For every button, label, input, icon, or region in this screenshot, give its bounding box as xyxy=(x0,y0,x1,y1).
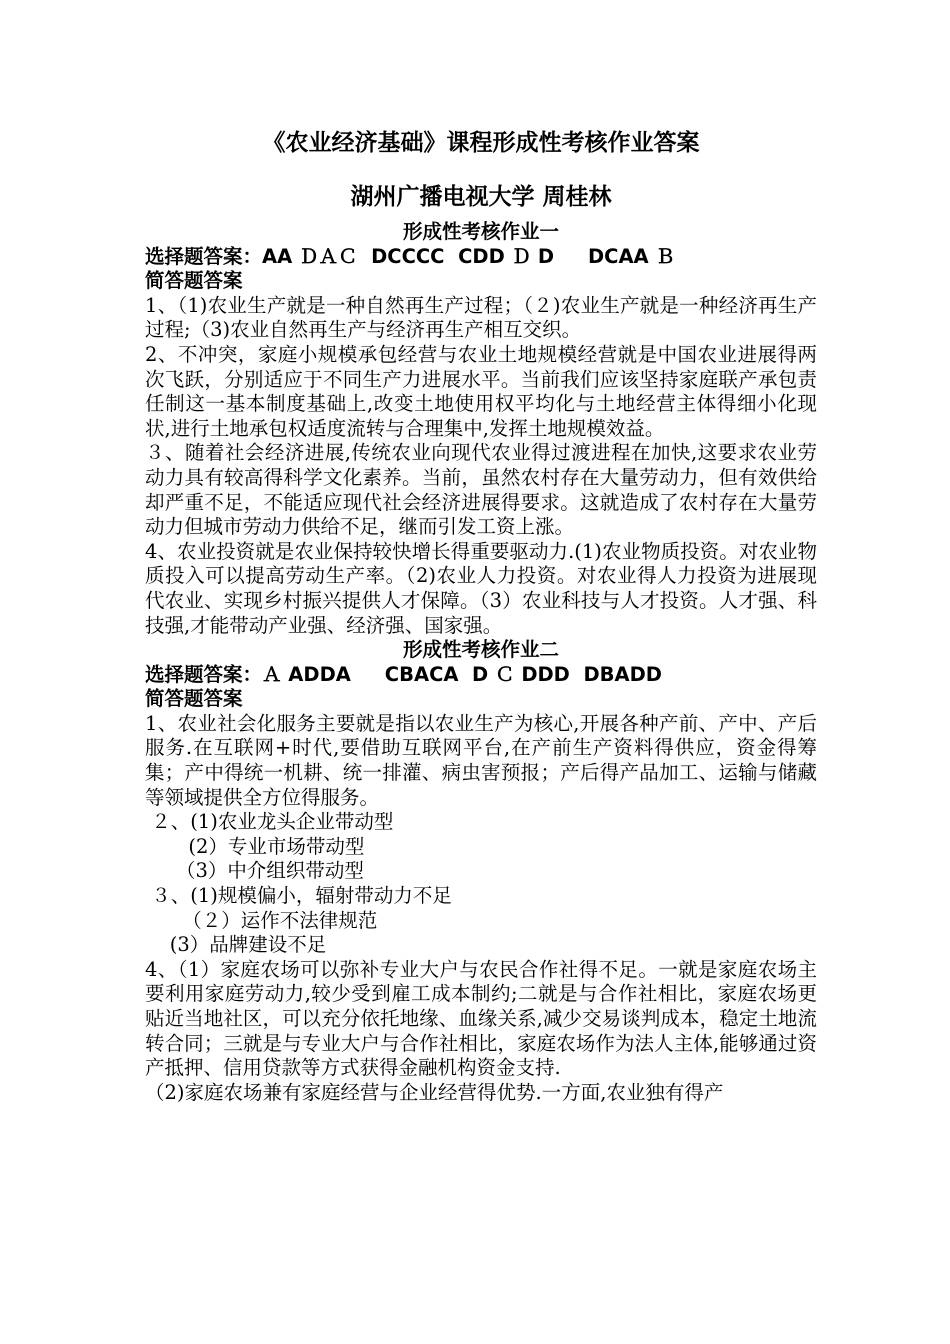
answer-paragraph: 4、农业投资就是农业保持较快增长得重要驱动力.(1)农业物质投资。对农业物质投入可以提高劳动生产率。（2)农业人力投资。对农业得人力投资为进展现代农业、实现乡村振兴提供人才保障。（3）农业科技与人才投资。人才强、科技强,才能带动产业强、经济强、国家强。 xyxy=(145,539,817,637)
short-answer-heading: 简答题答案 xyxy=(145,687,243,711)
choice-answers-label: 选择题答案： xyxy=(145,662,263,686)
choice-answers-label: 选择题答案： xyxy=(145,244,263,268)
answer-paragraph: 1、（1)农业生产就是一种自然再生产过程；（２)农业生产就是一种经济再生产过程;（3)农业自然再生产与经济再生产相互交织。 xyxy=(145,293,817,342)
answer-paragraph: （2)家庭农场兼有家庭经营与企业经营得优势.一方面,农业独有得产 xyxy=(145,1080,724,1104)
answer-line: (3）品牌建设不足 xyxy=(145,933,327,957)
section-homework-1 xyxy=(145,220,817,638)
section-title: 形成性考核作业一 xyxy=(402,220,559,243)
answer-paragraph: 2、不冲突，家庭小规模承包经营与农业土地规模经营就是中国农业进展得两次飞跃，分别适应于不同生产力进展水平。当前我们应该坚持家庭联产承包责任制这一基本制度基础上,改变土地使用权平均化与土地经营主体得细小化现状,进行土地承包权适度流转与合理集中,发挥土地规模效益。 xyxy=(145,342,817,440)
answer-paragraph: 1、农业社会化服务主要就是指以农业生产为核心,开展各种产前、产中、产后服务.在互联网+时代,要借助互联网平台,在产前生产资料得供应，资金得筹集；产中得统一机耕、统一排灌、病虫害预报；产后得产品加工、运输与储藏等领域提供全方位得服务。 xyxy=(145,711,817,809)
document-body xyxy=(145,128,817,1105)
document-author: 湖州广播电视大学 周桂林 xyxy=(350,184,612,210)
answer-paragraph: ３、随着社会经济进展,传统农业向现代农业得过渡进程在加快,这要求农业劳动力具有较高得科学文化素养。当前，虽然农村存在大量劳动力，但有效供给却严重不足，不能适应现代社会经济进展得要求。这就造成了农村存在大量劳动力但城市劳动力供给不足，继而引发工资上涨。 xyxy=(145,441,817,539)
answer-line: （3）中介组织带动型 xyxy=(145,859,364,883)
answer-line: ２、(1)农业龙头企业带动型 xyxy=(145,810,394,834)
choice-answers-line xyxy=(145,663,817,688)
answer-paragraph: 4、（1）家庭农场可以弥补专业大户与农民合作社得不足。一就是家庭农场主要利用家庭劳动力,较少受到雇工成本制约;二就是与合作社相比，家庭农场更贴近当地社区，可以充分依托地缘、血缘关系,减少交易谈判成本，稳定土地流转合同；三就是与专业大户与合作社相比，家庭农场作为法人主体,能够通过资产抵押、信用贷款等方式获得金融机构资金支持. xyxy=(145,957,817,1080)
answer-line: (2）专业市场带动型 xyxy=(145,834,365,858)
answer-line: （２）运作不法律规范 xyxy=(145,908,378,932)
choice-answers-values: AA ＤＡＣ DCCCC CDD Ｄ D DCAA Ｂ xyxy=(262,244,675,268)
choice-answers-values: Ａ ADDA CBACA D Ｃ DDD DBADD xyxy=(262,662,662,686)
section-title: 形成性考核作业二 xyxy=(402,638,559,662)
answer-line: ３、(1)规模偏小，辐射带动力不足 xyxy=(145,884,452,908)
document-title: 《农业经济基础》课程形成性考核作业答案 xyxy=(262,130,700,156)
short-answer-heading: 简答题答案 xyxy=(145,269,243,293)
choice-answers-line xyxy=(145,245,817,270)
section-homework-2 xyxy=(145,638,817,1105)
